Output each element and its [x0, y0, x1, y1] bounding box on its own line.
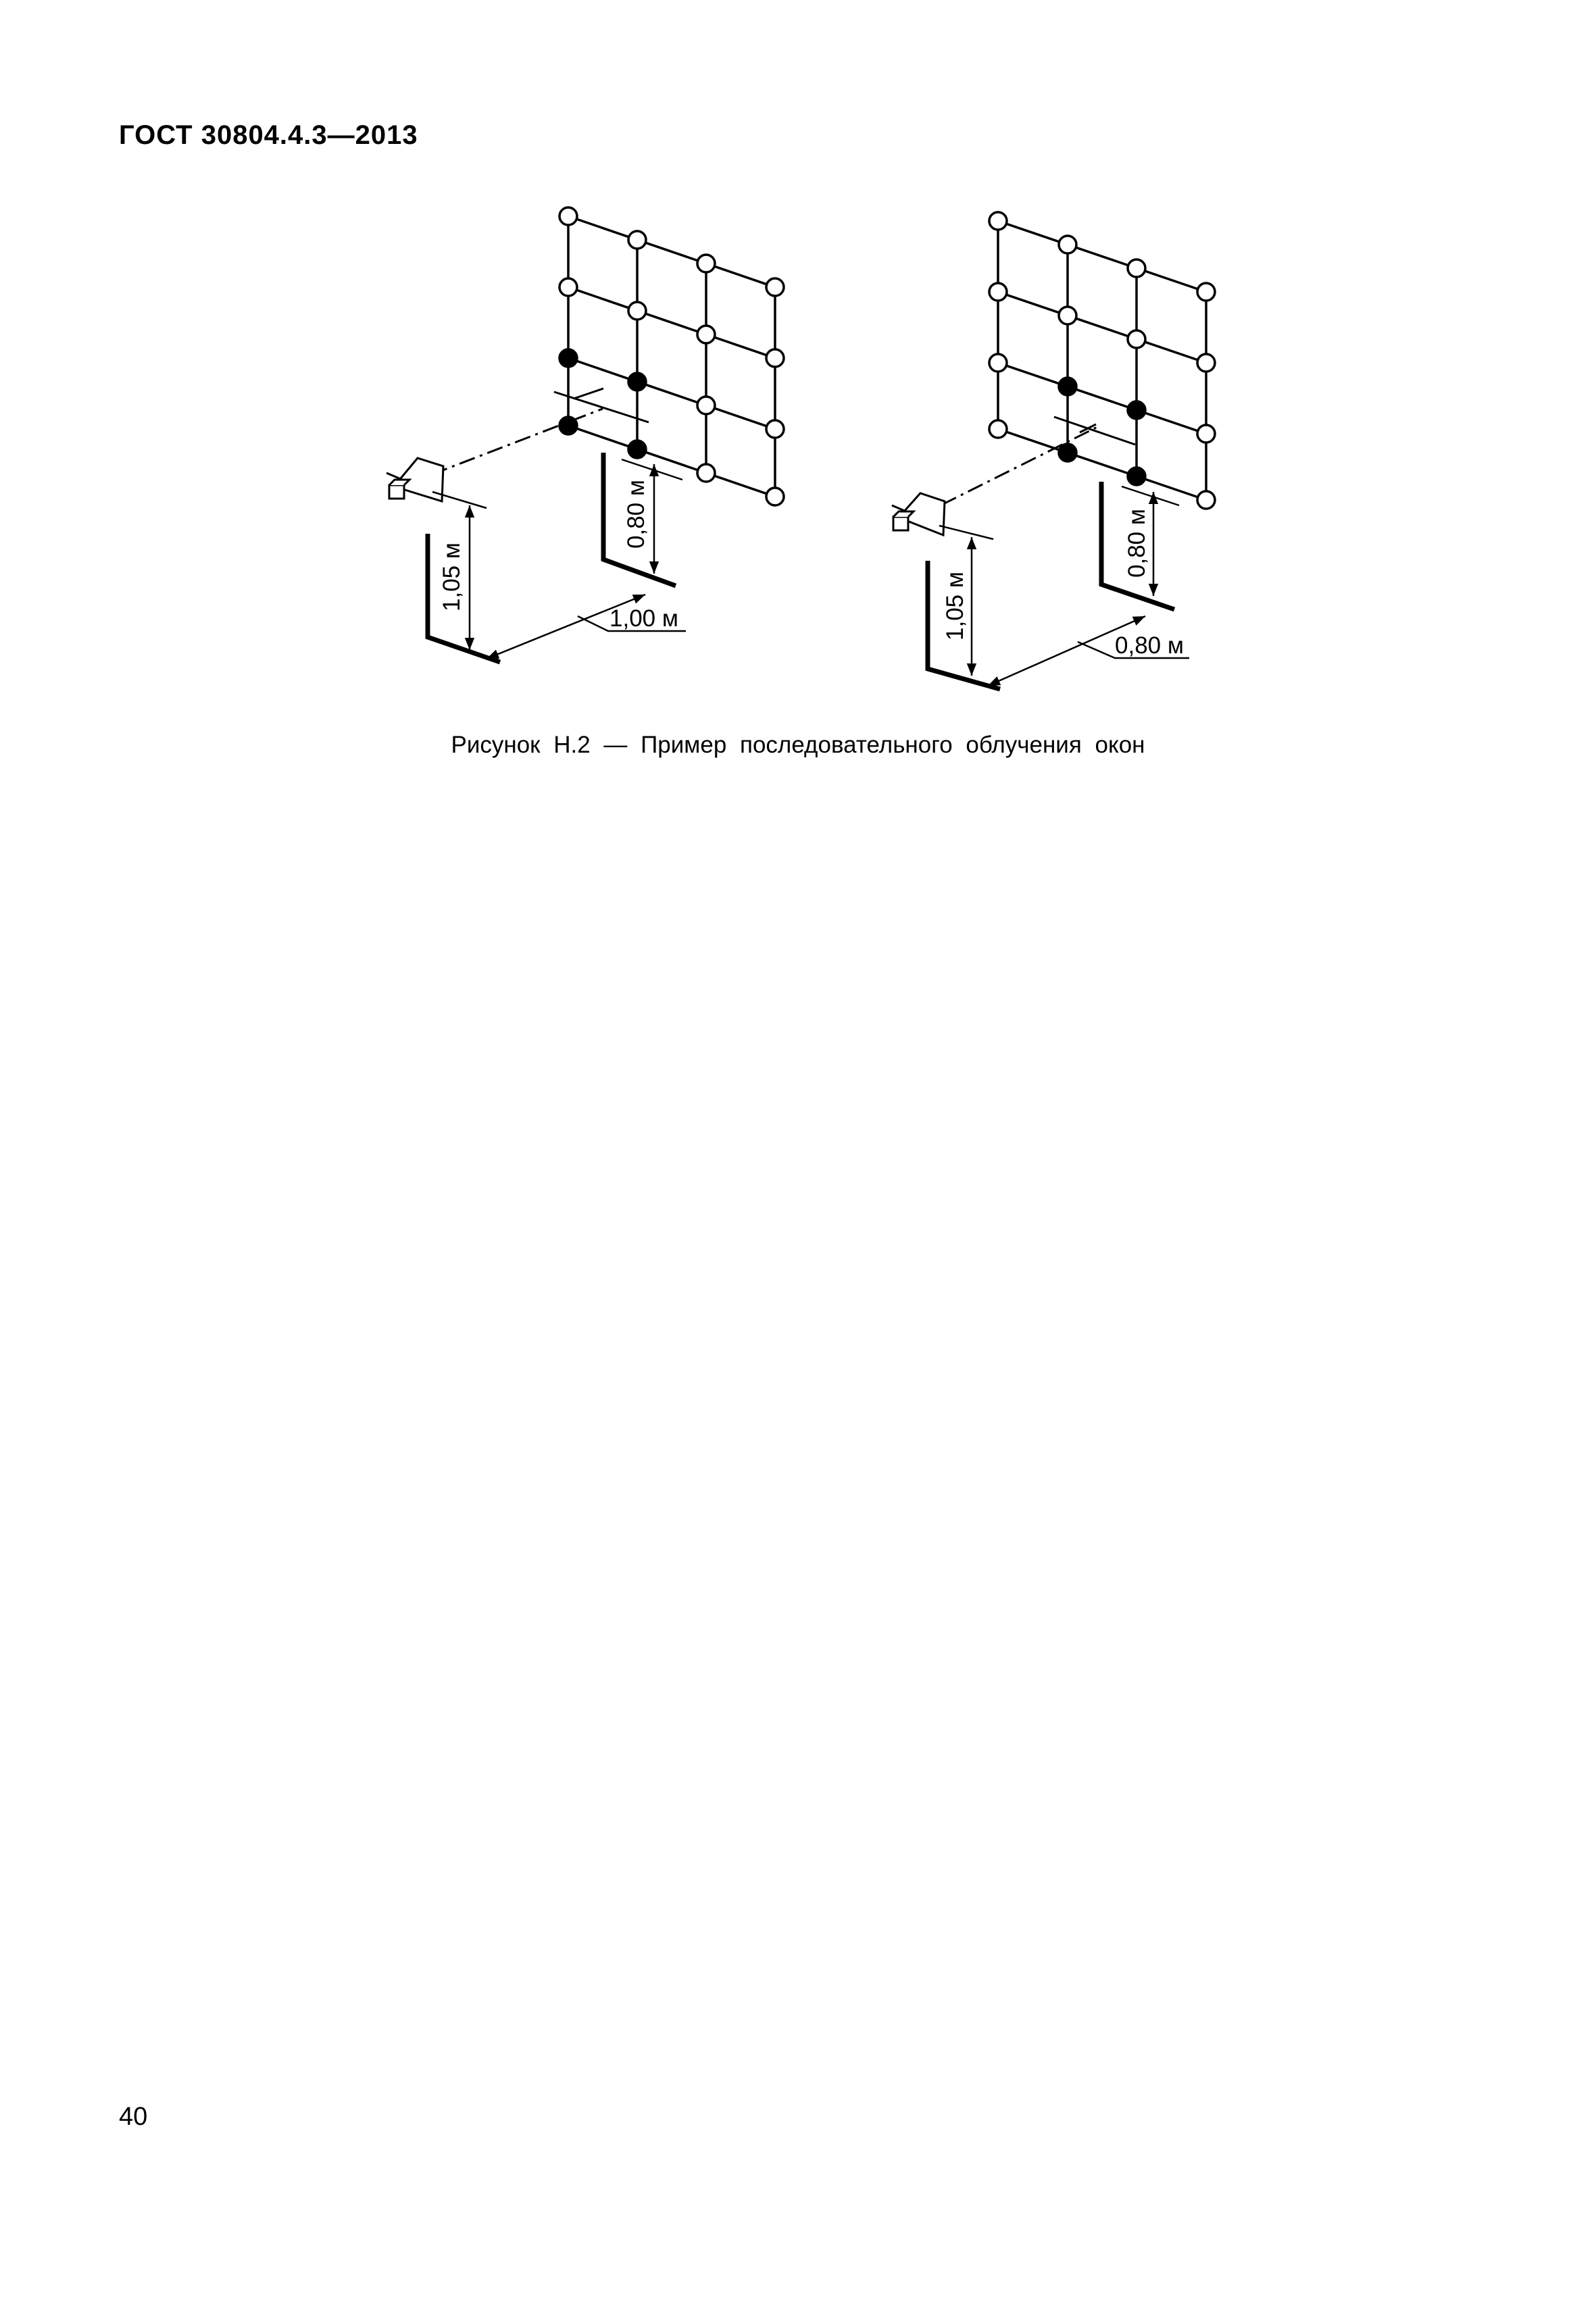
- left-window-label: 0,80 м: [623, 480, 649, 549]
- figure-caption: Рисунок Н.2 — Пример последовательного облучения окон: [451, 732, 1145, 758]
- right-panel: [892, 212, 1215, 689]
- left-antenna-icon: [386, 458, 443, 501]
- right-distance-label: 0,80 м: [1115, 632, 1184, 659]
- figure-illustration: [0, 0, 1596, 743]
- right-window-label: 0,80 м: [1124, 509, 1150, 578]
- right-height-label: 1,05 м: [942, 572, 968, 640]
- right-grid: [998, 221, 1206, 500]
- left-height-label: 1,05 м: [439, 543, 465, 611]
- right-antenna-icon: [892, 493, 945, 535]
- document-header: ГОСТ 30804.4.3—2013: [119, 120, 418, 150]
- left-grid: [568, 216, 775, 497]
- left-panel: [386, 207, 784, 662]
- left-distance-label: 1,00 м: [609, 605, 678, 632]
- page-number: 40: [119, 2103, 148, 2131]
